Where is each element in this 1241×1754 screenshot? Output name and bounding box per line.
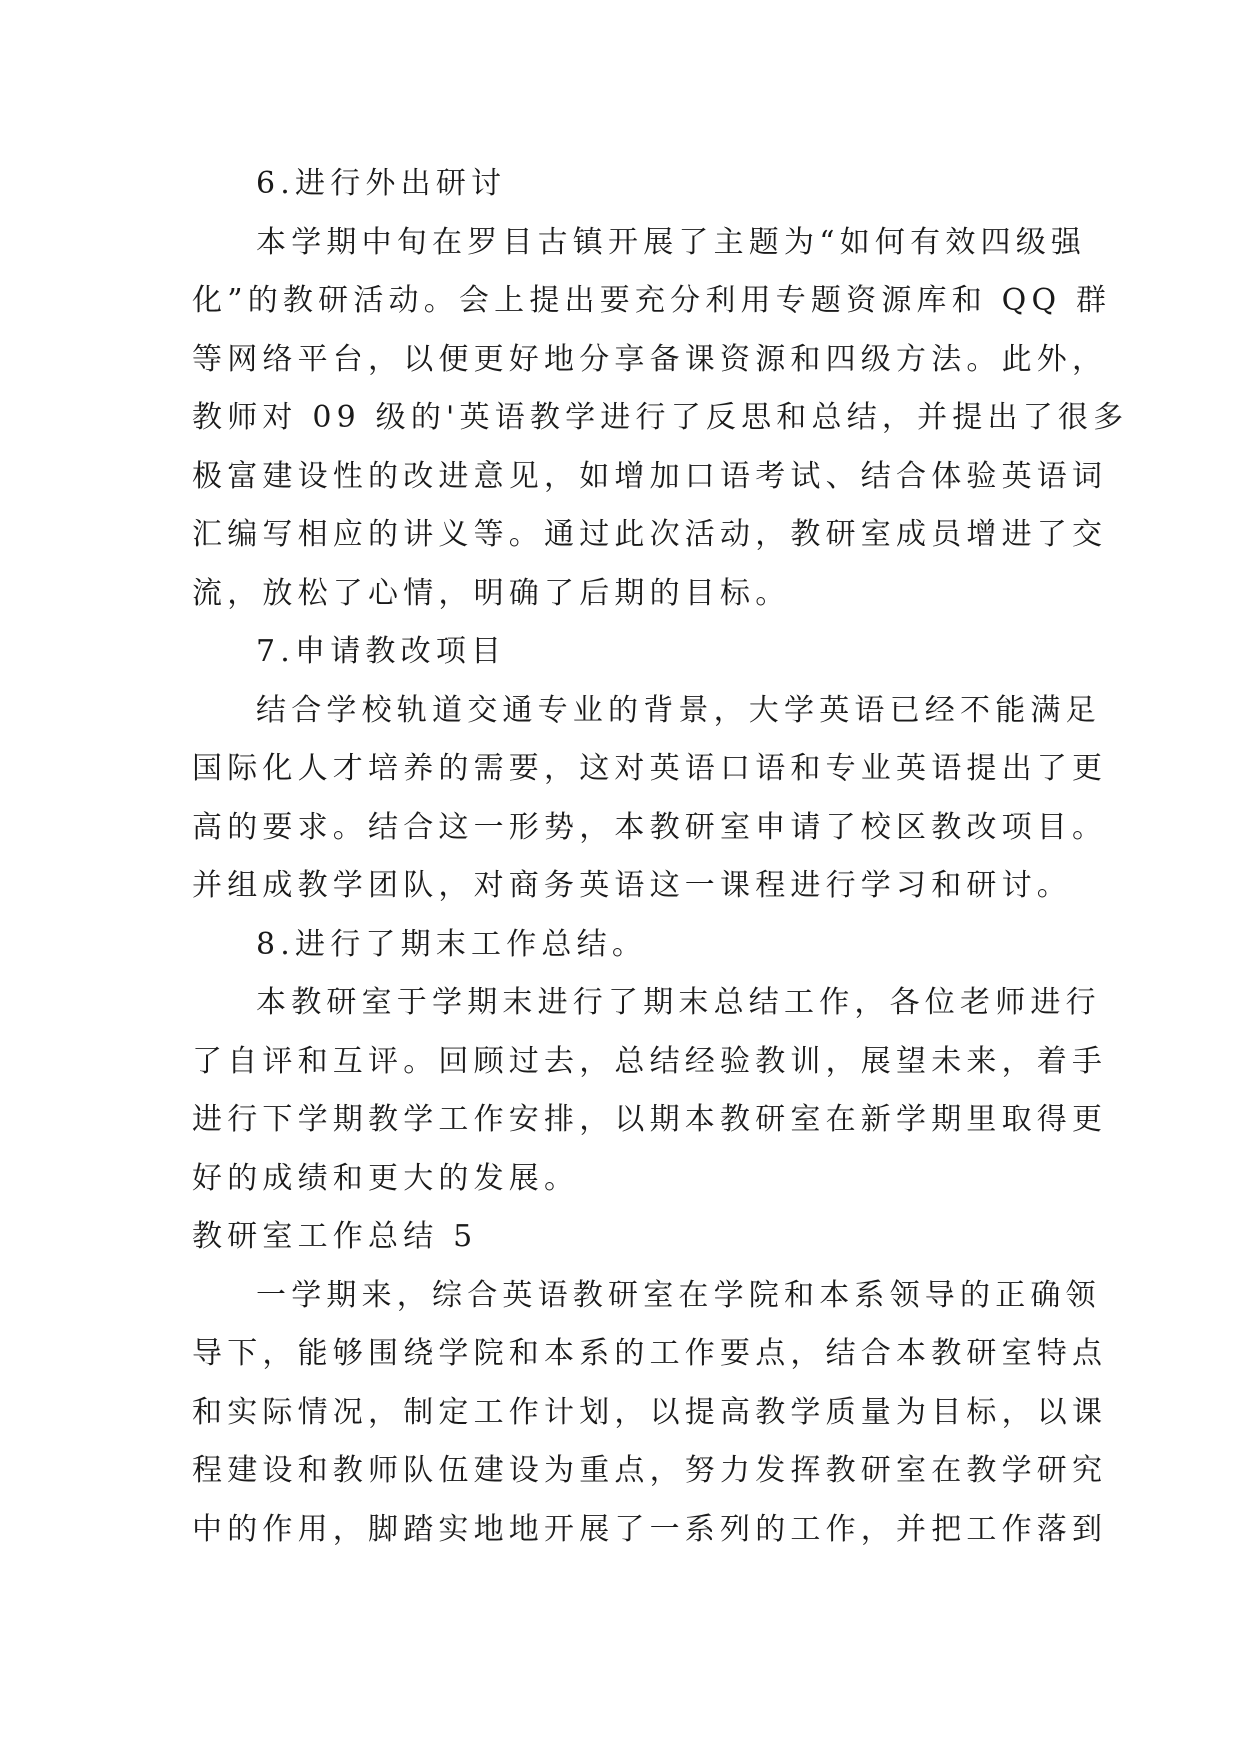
paragraph-line: 本学期中旬在罗目古镇开展了主题为“如何有效四级强 [256,224,1087,260]
section-8-heading: 8.进行了期末工作总结。 [256,926,648,962]
paragraph-line: 和实际情况，制定工作计划，以提高教学质量为目标，以课 [192,1394,1108,1430]
paragraph-line: 高的要求。结合这一形势，本教研室申请了校区教改项目。 [192,809,1108,845]
paragraph-line: 好的成绩和更大的发展。 [192,1160,580,1196]
section-7-heading: 7.申请教改项目 [256,634,507,669]
paragraph-line: 一学期来，综合英语教研室在学院和本系领导的正确领 [256,1277,1101,1313]
paragraph-line: 汇编写相应的讲义等。通过此次活动，教研室成员增进了交 [192,517,1108,552]
paragraph-line: 中的作用，脚踏实地地开展了一系列的工作，并把工作落到 [192,1511,1108,1547]
paragraph-line: 程建设和教师队伍建设为重点，努力发挥教研室在教学研究 [192,1453,1108,1488]
paragraph-line: 导下，能够围绕学院和本系的工作要点，结合本教研室特点 [192,1336,1108,1371]
paragraph-line: 国际化人才培养的需要，这对英语口语和专业英语提出了更 [192,751,1108,786]
section-6-heading: 6.进行外出研讨 [256,166,507,201]
document-page [192,155,1129,1559]
paragraph-line: 了自评和互评。回顾过去，总结经验教训，展望未来，着手 [192,1043,1108,1079]
article-5-title: 教研室工作总结 5 [192,1219,478,1254]
paragraph-line: 本教研室于学期末进行了期末总结工作，各位老师进行 [256,985,1101,1020]
paragraph-line: 流，放松了心情，明确了后期的目标。 [192,575,791,611]
paragraph-line: 并组成教学团队，对商务英语这一课程进行学习和研讨。 [192,868,1072,903]
paragraph-line: 进行下学期教学工作安排，以期本教研室在新学期里取得更 [192,1102,1108,1137]
paragraph-line: 结合学校轨道交通专业的背景，大学英语已经不能满足 [256,692,1101,728]
paragraph-line: 极富建设性的改进意见，如增加口语考试、结合体验英语词 [192,458,1108,494]
paragraph-line: 教师对 09 级的'英语教学进行了反思和总结，并提出了很多 [192,400,1129,435]
paragraph-line: 等网络平台，以便更好地分享备课资源和四级方法。此外， [192,341,1108,377]
paragraph-line: 化”的教研活动。会上提出要充分利用专题资源库和 QQ 群 [192,283,1112,318]
